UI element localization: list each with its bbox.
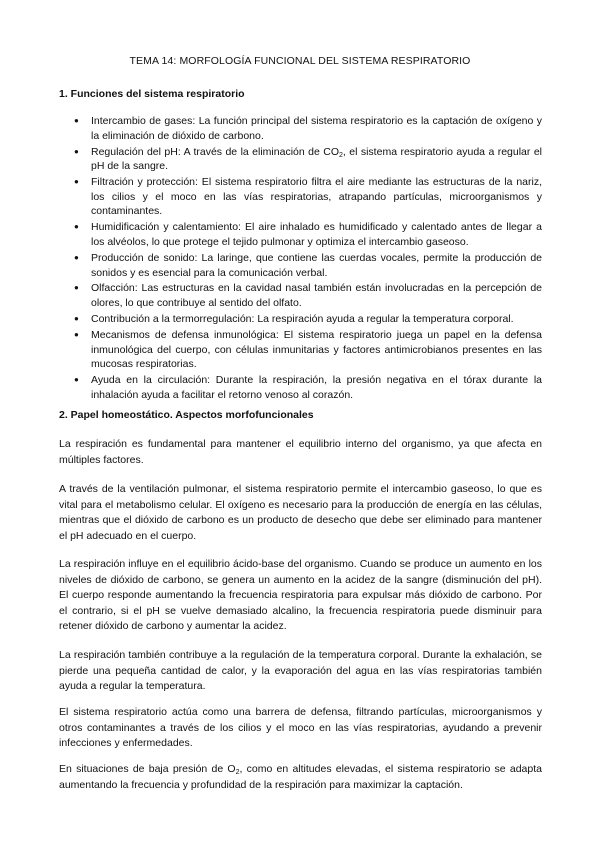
section-1-heading: 1. Funciones del sistema respiratorio: [59, 88, 245, 100]
document-title: TEMA 14: MORFOLOGÍA FUNCIONAL DEL SISTEMA RESPIRATORIO: [129, 55, 471, 67]
list-item: ● Olfacción: Las estructuras en la cavidad nasal también están involucradas en la percepción de olores, lo que contribuye al sentido del olfato.: [74, 282, 542, 310]
paragraph: La respiración es fundamental para mantener el equilibrio interno del organismo, ya que afecta en múltiples factores.: [59, 438, 542, 466]
paragraph: A través de la ventilación pulmonar, el sistema respiratorio permite el intercambio gaseoso, lo que es vital para el metabolismo celular. El oxígeno es necesario para la producción de energía en las células, mientras que el dióxido de carbono es un producto de desecho que debe ser eliminado para mantener el pH adecuado en el cuerpo.: [59, 483, 542, 542]
list-item: ● Filtración y protección: El sistema respiratorio filtra el aire mediante las estructuras de la nariz, los cilios y el moco en las vías respiratorias, atrapando partículas, microorganismos y contaminantes.: [74, 176, 542, 218]
list-item: ● Intercambio de gases: La función principal del sistema respiratorio es la captación de oxígeno y la eliminación de dióxido de carbono.: [74, 115, 542, 142]
bullet-icon: ●: [74, 222, 79, 232]
list-item: ● Humidificación y calentamiento: El aire inhalado es humidificado y calentado antes de llegar a los alvéolos, lo que protege el tejido pulmonar y optimiza el intercambio gaseoso.: [74, 221, 542, 248]
bullet-icon: ●: [74, 177, 79, 187]
list-item: ● Ayuda en la circulación: Durante la respiración, la presión negativa en el tórax durante la inhalación ayuda a facilitar el retorno venoso al corazón.: [74, 374, 542, 401]
list-item: ● Regulación del pH: A través de la eliminación de $CO_2$, el sistema respiratorio ayuda a regular el pH de la sangre.: [74, 145, 542, 173]
list-item: ● Contribución a la termorregulación: La respiración ayuda a regular la temperatura corporal.: [74, 313, 514, 326]
bullet-icon: ●: [74, 314, 79, 324]
bullet-icon: ●: [74, 330, 79, 340]
bullet-icon: ●: [74, 252, 79, 262]
section-2-heading: 2. Papel homeostático. Aspectos morfofuncionales: [59, 409, 314, 421]
list-item: ● Mecanismos de defensa inmunológica: El sistema respiratorio juega un papel en la defensa inmunológica del cuerpo, con células inmunitarias y factores antimicrobianos presentes en las mucosas respiratorias.: [74, 329, 542, 371]
list-item: ● Producción de sonido: La laringe, que contiene las cuerdas vocales, permite la producción de sonidos y es esencial para la comunicación verbal.: [74, 251, 542, 279]
paragraph: El sistema respiratorio actúa como una barrera de defensa, filtrando partículas, microorganismos y otros contaminantes a través de los cilios y el moco en las vías respiratorias, ayudando a prevenir infecciones y enfermedades.: [59, 706, 542, 750]
bullet-icon: ●: [74, 146, 79, 156]
paragraph-last: En situaciones de baja presión de $O_2$, como en altitudes elevadas, el sistema respiratorio se adapta aumentando la frecuencia y profundidad de la respiración para maximizar la captación.: [59, 763, 542, 791]
functions-list: [59, 114, 542, 404]
paragraph: La respiración también contribuye a la regulación de la temperatura corporal. Durante la exhalación, se pierde una pequeña cantidad de calor, y la evaporación del agua en las vías respiratorias también ayuda a regular la temperatura.: [59, 649, 542, 693]
paragraph: La respiración influye en el equilibrio ácido-base del organismo. Cuando se produce un aumento en los niveles de dióxido de carbono, se genera un aumento en la acidez de la sangre (disminución del pH). El cuerpo responde aumentando la frecuencia respiratoria para expulsar más dióxido de carbono. Por el contrario, si el pH se vuelve demasiado alcalino, la frecuencia respiratoria puede disminuir para retener dióxido de carbono y aumentar la acidez.: [59, 558, 542, 633]
bullet-icon: ●: [74, 116, 79, 125]
bullet-icon: ●: [74, 375, 79, 385]
bullet-icon: ●: [74, 283, 79, 293]
